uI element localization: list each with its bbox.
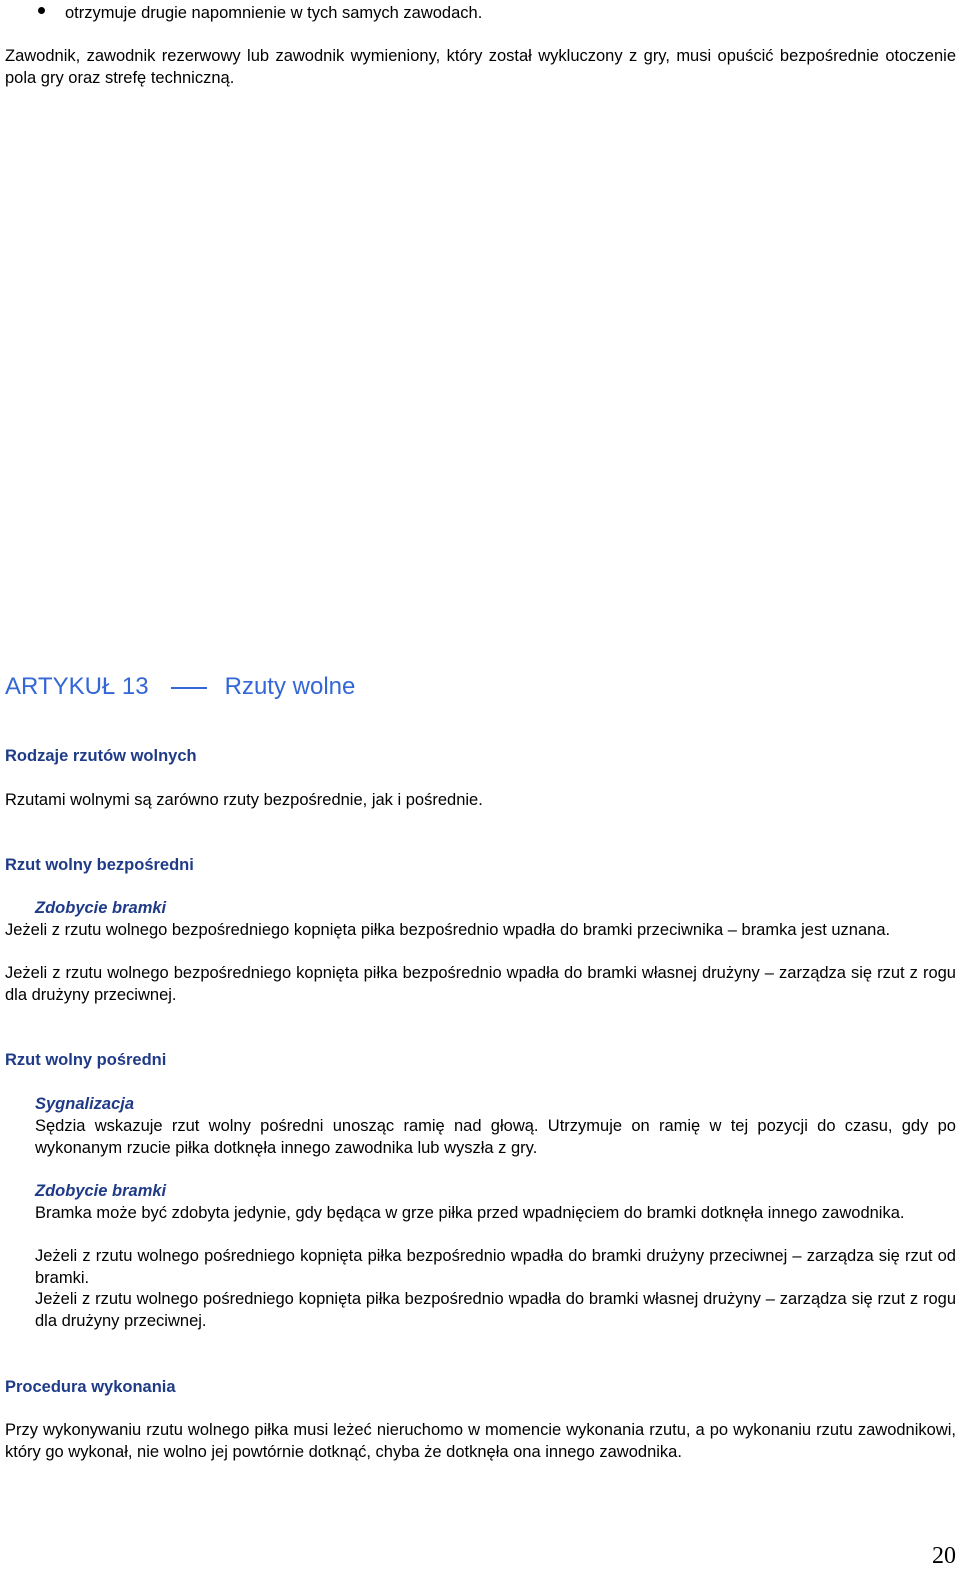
article-title: Rzuty wolne	[224, 673, 356, 700]
indirect-paragraph-1: Bramka może być zdobyta jedynie, gdy będąca w grze piłka przed wpadnięciem do bramki dotknęła innego zawodnika.	[35, 1204, 905, 1222]
procedure-heading: Procedura wykonania	[5, 1378, 176, 1396]
bullet-list-item	[27, 3, 927, 25]
indirect-paragraph-2: Jeżeli z rzutu wolnego pośredniego kopnięta piłka bezpośrednio wpadła do bramki drużyny przeciwnej – zarządza się rzut od bramki.	[35, 1247, 956, 1287]
indirect-paragraph-3: Jeżeli z rzutu wolnego pośredniego kopnięta piłka bezpośrednio wpadła do bramki własnej drużyny – zarządza się rzut z rogu dla drużyny przeciwnej.	[35, 1290, 956, 1330]
heading-dash	[171, 687, 207, 689]
bullet-icon	[38, 7, 45, 14]
indirect-heading: Rzut wolny pośredni	[5, 1051, 167, 1069]
article-number: ARTYKUŁ 13	[5, 673, 149, 700]
page-number: 20	[932, 1543, 956, 1569]
direct-paragraph-1: Jeżeli z rzutu wolnego bezpośredniego kopnięta piłka bezpośrednio wpadła do bramki przeciwnika – bramka jest uznana.	[5, 921, 891, 939]
direct-goal-heading: Zdobycie bramki	[35, 899, 167, 917]
exclusion-paragraph: Zawodnik, zawodnik rezerwowy lub zawodnik wymieniony, który został wykluczony z gry, musi opuścić bezpośrednie otoczenie pola gry oraz strefę techniczną.	[5, 47, 956, 87]
types-text: Rzutami wolnymi są zarówno rzuty bezpośrednie, jak i pośrednie.	[5, 791, 483, 809]
types-heading: Rodzaje rzutów wolnych	[5, 747, 197, 765]
indirect-goal-heading: Zdobycie bramki	[35, 1182, 167, 1200]
indirect-signal-heading: Sygnalizacja	[35, 1095, 135, 1113]
indirect-signal-text: Sędzia wskazuje rzut wolny pośredni unosząc ramię nad głową. Utrzymuje on ramię w tej pozycji do czasu, gdy po wykonanym rzucie piłka dotknęła innego zawodnika lub wyszła z gry.	[35, 1117, 956, 1157]
article-heading	[5, 672, 355, 702]
procedure-text: Przy wykonywaniu rzutu wolnego piłka musi leżeć nieruchomo w momencie wykonania rzutu, a po wykonaniu rzutu zawodnikowi, który go wykonał, nie wolno jej powtórnie dotknąć, chyba że dotknęła ona innego zawodnika.	[5, 1421, 956, 1461]
direct-heading: Rzut wolny bezpośredni	[5, 856, 194, 874]
direct-paragraph-2: Jeżeli z rzutu wolnego bezpośredniego kopnięta piłka bezpośrednio wpadła do bramki własnej drużyny – zarządza się rzut z rogu dla drużyny przeciwnej.	[5, 964, 956, 1004]
bullet-text: otrzymuje drugie napomnienie w tych samych zawodach.	[65, 4, 483, 22]
